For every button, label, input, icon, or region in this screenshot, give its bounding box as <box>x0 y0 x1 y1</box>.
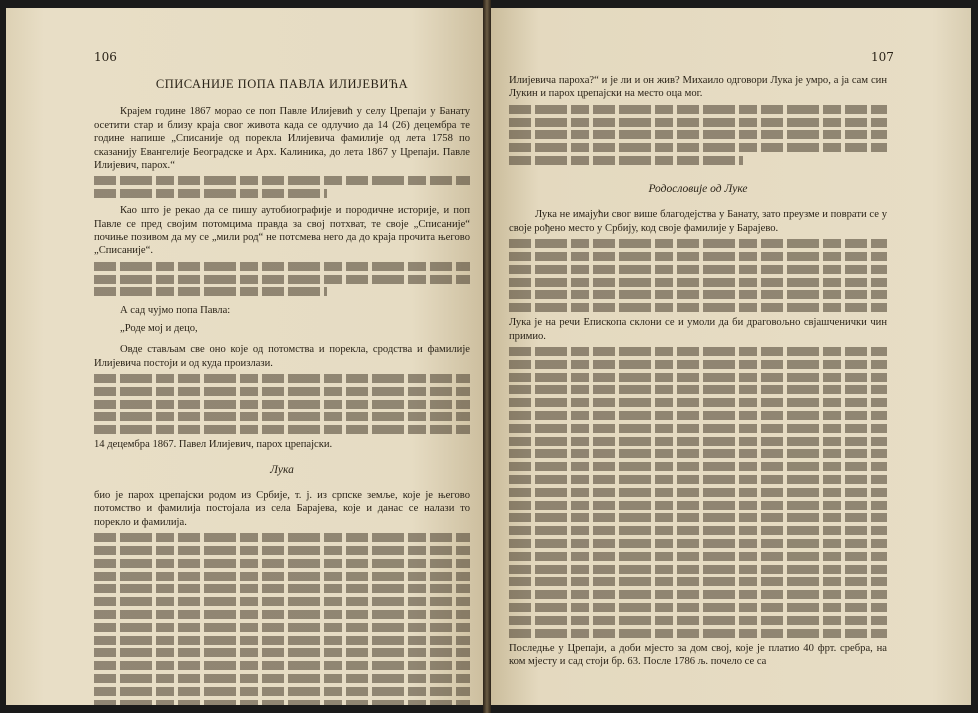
text-line <box>94 597 470 606</box>
text-line <box>94 374 470 383</box>
text-line <box>94 687 470 696</box>
text-line <box>509 239 887 248</box>
text-line <box>509 360 887 369</box>
text-line <box>509 143 887 152</box>
section-heading-luka: Лука <box>270 463 294 476</box>
luka-paragraph: био је парох црепајски родом из Србије, т. ј. из српске земље, које је његово потомство и фамилија постојала из села Барајева, које и данас се налази то порекло и фамилија. <box>94 490 470 528</box>
text-line <box>509 130 887 139</box>
text-line <box>94 636 470 645</box>
text-line <box>509 156 743 165</box>
text-line <box>94 412 470 421</box>
closing-line: Последње у Црепаји, а доби мјесто за дом свој, које је платио 40 фрт. сребра, на ком мјесту и сад стоји бр. 63. После 1786 љ. почело се са <box>509 642 887 667</box>
text-line <box>509 411 887 420</box>
left-page <box>6 8 483 705</box>
text-line <box>509 265 887 274</box>
text-line <box>509 385 887 394</box>
quote-opening: „Роде мој и децо, <box>120 322 198 334</box>
quote-body: Овде стављам све оно које од потомства и порекла, сродства и фамилије Илијевича постоји и од куда произлази. <box>94 344 470 369</box>
text-line <box>509 513 887 522</box>
text-line <box>94 610 470 619</box>
text-line <box>509 475 887 484</box>
text-line <box>94 623 470 632</box>
text-line <box>509 303 887 312</box>
text-line <box>509 449 887 458</box>
second-paragraph: Као што је рекао да се пишу аутобиографије и породичне историје, и поп Павле се пред својим потомцима правда за свој потхват, те своје „Списаније“ почиње позивом да му се „мили род“ не потсмева него да до краја прочита његово „Списаније“. <box>94 205 470 257</box>
text-line <box>509 616 887 625</box>
text-line <box>509 278 887 287</box>
text-line <box>509 501 887 510</box>
page-number-right: 107 <box>871 50 894 64</box>
text-line <box>509 565 887 574</box>
text-line <box>94 262 470 271</box>
right-page-text <box>509 74 887 672</box>
text-line <box>94 189 327 198</box>
luka-return-paragraph: Лука не имајући свог више благодејства у Банату, зато преузме и поврати се у своје рођено место у Србију, код своје фамилије у Барајево. <box>509 209 887 234</box>
text-line <box>509 398 887 407</box>
text-line <box>94 287 327 296</box>
text-line <box>94 400 470 409</box>
text-line <box>509 629 887 638</box>
text-line <box>509 590 887 599</box>
text-line <box>509 488 887 497</box>
text-line <box>94 674 470 683</box>
text-line <box>509 539 887 548</box>
text-line <box>509 118 887 127</box>
text-line <box>94 661 470 670</box>
text-line <box>509 105 887 114</box>
text-line <box>94 387 470 396</box>
intro-paragraph: Крајем године 1867 морао се поп Павле Илијевић у селу Црепаји у Банату осетити стар и близу краја свог живота када се одлучио да 14 (26) децембра те године напише „Списаније од порекла Илијевича фамилије од лета 1758 по сказанију Евангелије Београдске и Арх. Калиника, до лета 1867 у Црепаји. Павле Илијевич, парох.“ <box>94 106 470 172</box>
text-line <box>94 425 470 434</box>
text-line <box>509 437 887 446</box>
text-line <box>509 552 887 561</box>
text-line <box>94 559 470 568</box>
page-number-left: 106 <box>94 50 117 64</box>
text-line <box>509 373 887 382</box>
text-line <box>94 648 470 657</box>
text-line <box>94 572 470 581</box>
text-line <box>509 577 887 586</box>
ep iskop-line: Лука је на речи Епископа склони се и умоли да би драговољно свјашченички чин примио. <box>509 317 887 342</box>
lead-in: А сад чујмо попа Павла: <box>120 305 231 317</box>
text-line <box>94 533 470 542</box>
text-line <box>94 546 470 555</box>
text-line <box>509 526 887 535</box>
chapter-title: СПИСАНИЈЕ ПОПА ПАВЛА ИЛИЈЕВИЋА <box>155 77 409 91</box>
book-gutter <box>483 0 491 713</box>
text-line <box>94 584 470 593</box>
right-page <box>491 8 971 705</box>
text-line <box>509 290 887 299</box>
section-heading-rodoslovije: Родословије од Луке <box>648 183 748 195</box>
top-paragraph: Илијевича пароха?“ и је ли и он жив? Михаило одговори Лука је умро, а ја сам син Лукин и парох црепајски на место оца мог. <box>509 75 887 100</box>
text-line <box>94 275 470 284</box>
left-page-text <box>94 78 470 705</box>
signature-line: 14 децембра 1867. Павел Илијевич, парох црепајски. <box>94 439 333 451</box>
text-line <box>509 462 887 471</box>
text-line <box>94 176 470 185</box>
text-line <box>94 700 470 705</box>
text-line <box>509 252 887 261</box>
text-line <box>509 603 887 612</box>
text-line <box>509 347 887 356</box>
text-line <box>509 424 887 433</box>
